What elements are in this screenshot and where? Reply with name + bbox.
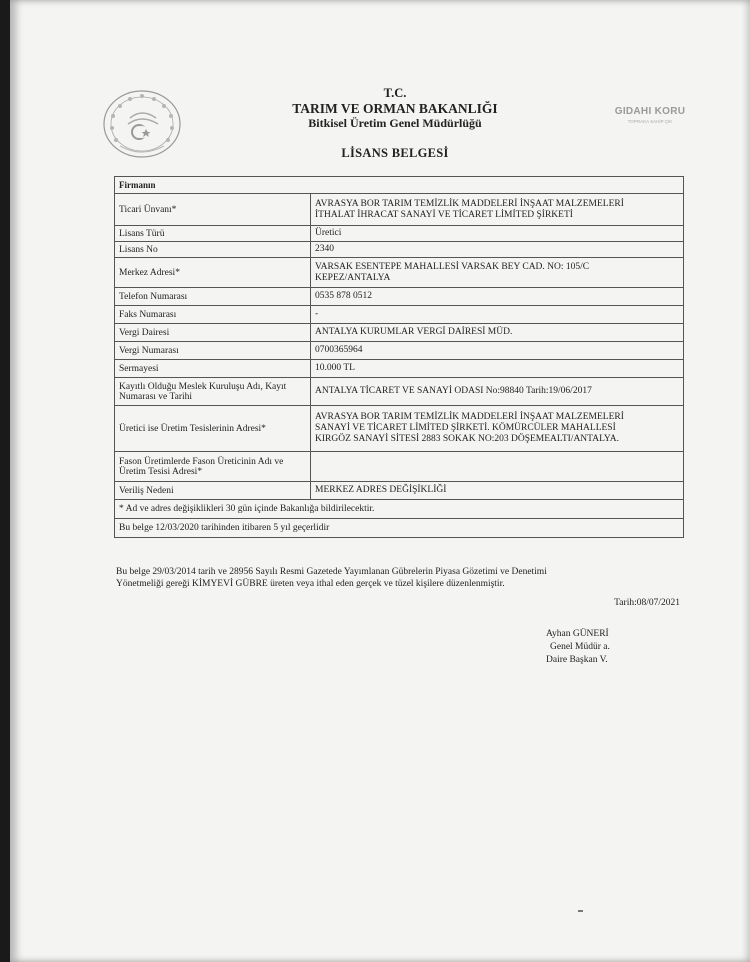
header-tc: T.C.	[383, 86, 407, 100]
section-row	[115, 177, 684, 194]
signature-block	[546, 628, 666, 667]
table-row	[115, 342, 684, 360]
document-title: LİSANS BELGESİ	[341, 146, 449, 160]
row-value	[311, 360, 684, 378]
row-label: Üretici ise Üretim Tesislerinin Adresi*	[115, 406, 311, 452]
row-value	[311, 452, 684, 482]
row-value-line: MERKEZ ADRES DEĞİŞİKLİĞİ	[315, 485, 447, 495]
note-row	[115, 500, 684, 519]
signer-title-2: Daire Başkan V.	[546, 655, 608, 665]
row-value-line: AVRASYA BOR TARIM TEMİZLİK MADDELERİ İNŞAAT MALZEMELERİ	[315, 412, 624, 422]
table-row	[115, 258, 684, 288]
row-label: Faks Numarası	[115, 306, 311, 324]
row-value-line: İTHALAT İHRACAT SANAYİ VE TİCARET LİMİTED ŞİRKETİ	[315, 209, 573, 220]
note-row-text: * Ad ve adres değişiklikleri 30 gün içinde Bakanlığa bildirilecektir.	[115, 500, 684, 519]
row-value	[311, 242, 684, 258]
row-value-line: SANAYİ VE TİCARET LİMİTED ŞİRKETİ. KÖMÜRCÜLER MAHALLESİ	[315, 423, 616, 433]
row-label: Merkez Adresi*	[115, 258, 311, 288]
row-value-line: 2340	[315, 244, 334, 254]
logo-subtitle: TOPRAKA SAHİP ÇIK	[627, 119, 673, 124]
row-value-line: KIRGÖZ SANAYİ SİTESİ 2883 SOKAK NO:203 DÖŞEMEALTI/ANTALYA.	[315, 434, 619, 444]
row-value-line: ANTALYA TİCARET VE SANAYİ ODASI No:98840 Tarih:19/06/2017	[315, 386, 592, 396]
row-label: Telefon Numarası	[115, 288, 311, 306]
row-label: Veriliş Nedeni	[115, 482, 311, 500]
validity-row-text: Bu belge 12/03/2020 tarihinden itibaren 5 yıl geçerlidir	[115, 519, 684, 538]
row-label: Fason Üretimlerde Fason Üreticinin Adı ve Üretim Tesisi Adresi*	[115, 452, 311, 482]
table-row	[115, 324, 684, 342]
row-value	[311, 342, 684, 360]
row-value-line: KEPEZ/ANTALYA	[315, 272, 391, 283]
row-value	[311, 378, 684, 406]
table-row	[115, 378, 684, 406]
table-row	[115, 242, 684, 258]
row-label: Kayıtlı Olduğu Meslek Kuruluşu Adı, Kayıt Numarası ve Tarihi	[115, 378, 311, 406]
table-row	[115, 194, 684, 226]
header-directorate: Bitkisel Üretim Genel Müdürlüğü	[308, 116, 482, 130]
table-row	[115, 406, 684, 452]
row-label: Sermayesi	[115, 360, 311, 378]
license-table	[114, 176, 684, 538]
legal-note-line-1: Bu belge 29/03/2014 tarih ve 28956 Sayılı Resmi Gazetede Yayımlanan Gübrelerin Piyasa Gözetimi ve Denetimi	[116, 567, 547, 577]
header-ministry: TARIM VE ORMAN BAKANLIĞI	[292, 101, 498, 116]
row-label: Lisans Türü	[115, 226, 311, 242]
issue-date: Tarih:08/07/2021	[614, 598, 680, 608]
signer-name: Ayhan GÜNERİ	[546, 629, 609, 639]
row-label: Vergi Dairesi	[115, 324, 311, 342]
table-row	[115, 306, 684, 324]
logo-name: GIDAHI KORU	[614, 106, 686, 117]
validity-row	[115, 519, 684, 538]
row-value-line: VARSAK ESENTEPE MAHALLESİ VARSAK BEY CAD. NO: 105/C	[315, 261, 590, 272]
row-value	[311, 226, 684, 242]
row-value-line: 0535 878 0512	[315, 291, 372, 301]
row-value-line	[315, 461, 679, 472]
row-label: Ticari Ünvanı*	[115, 194, 311, 226]
document-page	[10, 0, 750, 962]
ministry-seal-icon	[102, 88, 182, 160]
table-row	[115, 288, 684, 306]
table-row	[115, 452, 684, 482]
section-label: Firmanın	[115, 177, 684, 194]
table-row	[115, 226, 684, 242]
legal-note	[116, 566, 686, 590]
table-row	[115, 360, 684, 378]
signer-title-1: Genel Müdür a.	[550, 642, 610, 652]
row-value	[311, 482, 684, 500]
row-value	[311, 324, 684, 342]
scan-speck	[578, 910, 583, 912]
row-value-line: 10.000 TL	[315, 363, 355, 373]
table-row	[115, 482, 684, 500]
gidani-koru-logo	[608, 106, 692, 132]
row-value-line: Üretici	[315, 228, 342, 238]
row-value-line: AVRASYA BOR TARIM TEMİZLİK MADDELERİ İNŞAAT MALZEMELERİ	[315, 198, 624, 209]
row-value-line: 0700365964	[315, 345, 363, 355]
legal-note-line-2: Yönetmeliği gereği KİMYEVİ GÜBRE üreten veya ithal eden gerçek ve tüzel kişilere düzenlenmiştir.	[116, 579, 505, 589]
row-value-line: ANTALYA KURUMLAR VERGİ DAİRESİ MÜD.	[315, 327, 513, 337]
row-value	[311, 194, 684, 226]
document-header	[250, 86, 540, 131]
row-label: Lisans No	[115, 242, 311, 258]
row-value	[311, 306, 684, 324]
row-value	[311, 406, 684, 452]
row-value	[311, 258, 684, 288]
row-label: Vergi Numarası	[115, 342, 311, 360]
row-value	[311, 288, 684, 306]
row-value-line: -	[315, 309, 319, 319]
